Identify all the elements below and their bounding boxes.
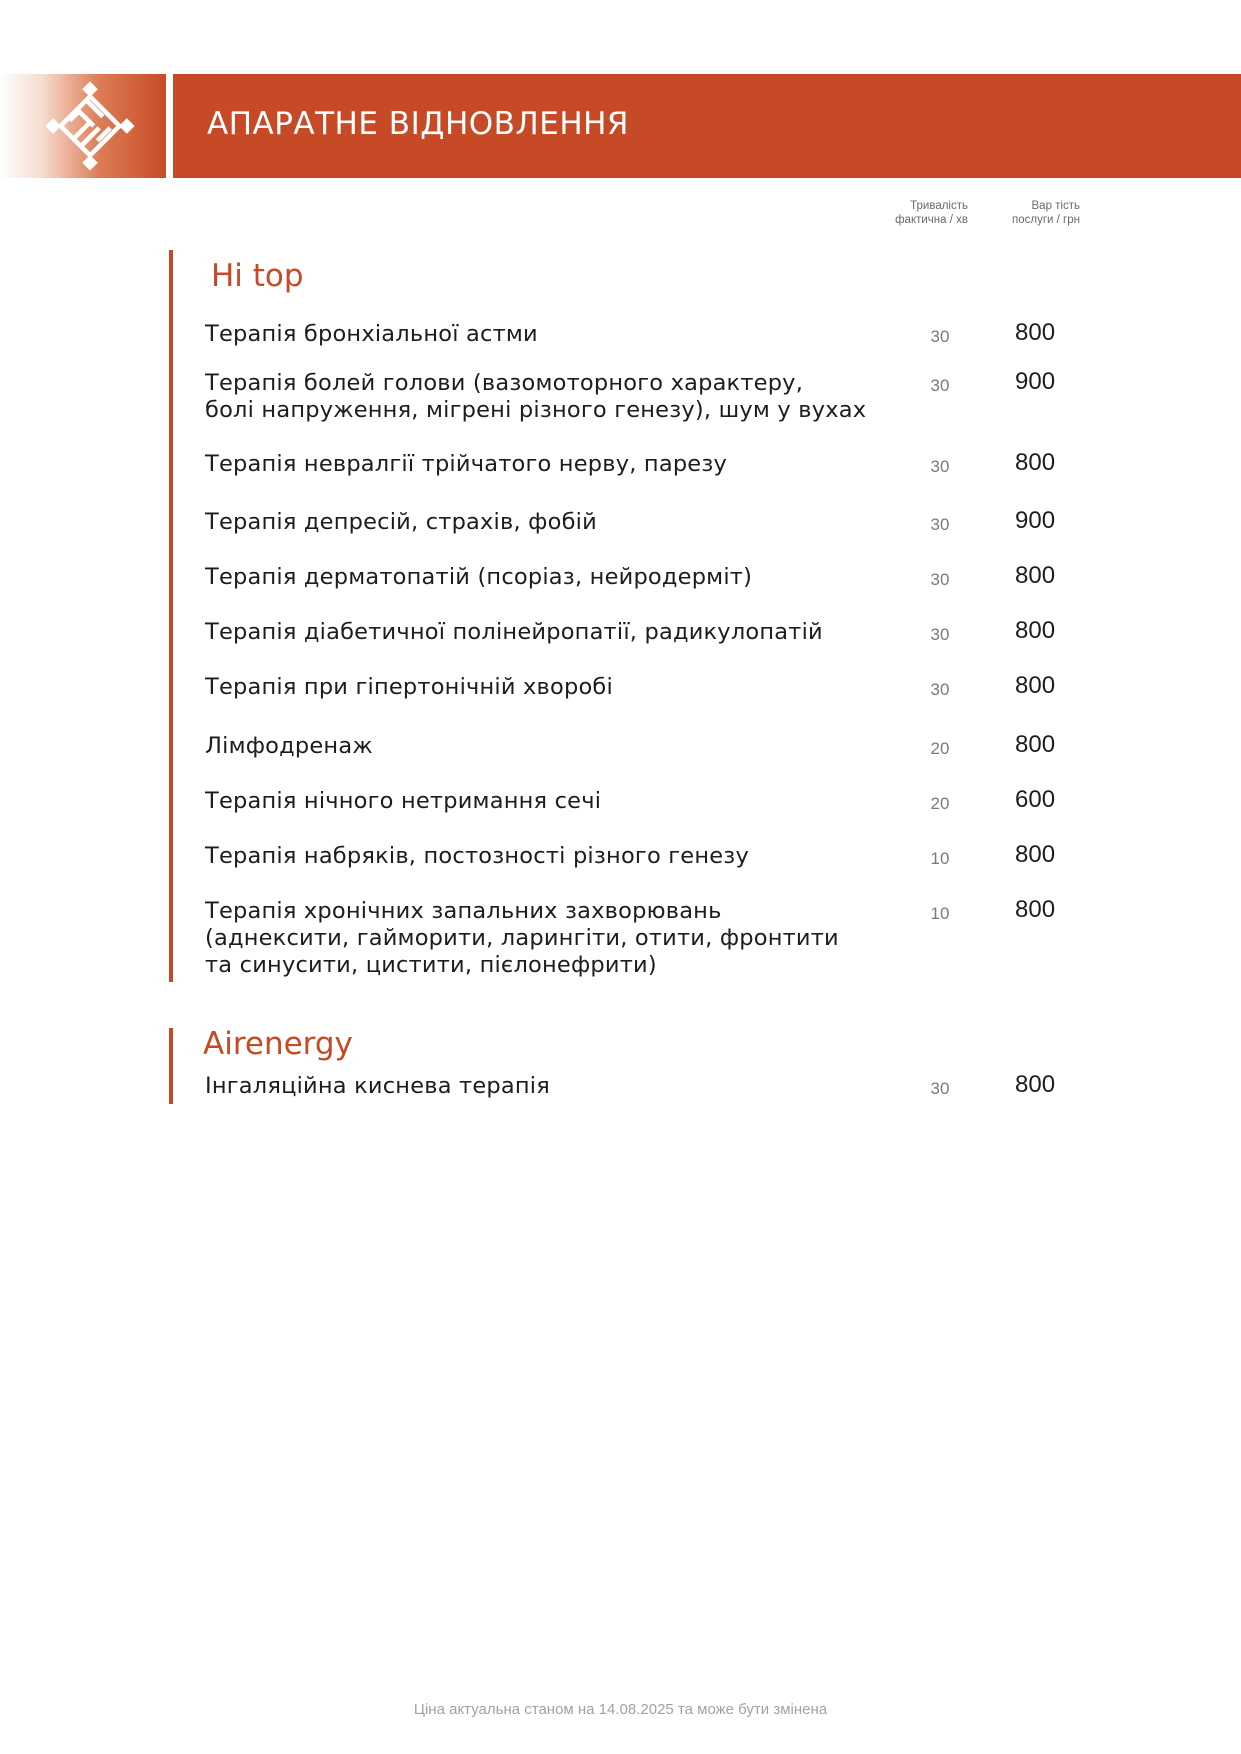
service-name: Терапія нічного нетримання сечі <box>205 788 602 814</box>
service-duration: 30 <box>930 515 950 534</box>
service-price: 800 <box>1015 1071 1056 1098</box>
service-price: 900 <box>1015 507 1056 534</box>
service-name: Терапія дерматопатій (псоріаз, нейродерміт) <box>205 564 753 590</box>
service-name: Терапія болей голови (вазомоторного характеру, болі напруження, мігрені різного генезу), шум у вухах <box>205 370 867 423</box>
service-name: Терапія набряків, постозності різного генезу <box>205 843 749 869</box>
service-name: Терапія хронічних запальних захворювань (аднексити, гайморити, ларингіти, отити, фронтити та синусити, цистити, пієлонефрити) <box>205 898 839 978</box>
section-title: Airenergy <box>203 1026 353 1062</box>
service-price: 900 <box>1015 368 1056 395</box>
service-duration: 20 <box>930 739 950 758</box>
service-duration: 30 <box>930 680 950 699</box>
service-duration: 30 <box>930 625 950 644</box>
service-price: 800 <box>1015 449 1056 476</box>
service-name: Терапія бронхіальної астми <box>205 321 538 347</box>
service-duration: 30 <box>930 1079 950 1098</box>
service-name: Терапія невралгії трійчатого нерву, парезу <box>205 451 728 477</box>
service-price: 800 <box>1015 562 1056 589</box>
service-name: Терапія при гіпертонічній хворобі <box>205 674 613 700</box>
service-price: 800 <box>1015 672 1056 699</box>
service-price: 600 <box>1015 786 1056 813</box>
section-accent-bar <box>169 1028 173 1104</box>
service-duration: 20 <box>930 794 950 813</box>
service-name: Терапія депресій, страхів, фобій <box>205 509 597 535</box>
service-name: Лімфодренаж <box>205 733 373 759</box>
section-title: Hi top <box>211 258 304 294</box>
service-price: 800 <box>1015 841 1056 868</box>
section-accent-bar <box>169 250 173 982</box>
service-duration: 10 <box>930 904 950 923</box>
duration-column-header: Тривалість фактична / хв <box>895 200 968 226</box>
service-price: 800 <box>1015 896 1056 923</box>
service-duration: 30 <box>930 570 950 589</box>
service-duration: 30 <box>930 327 950 346</box>
service-duration: 10 <box>930 849 950 868</box>
service-duration: 30 <box>930 457 950 476</box>
service-name: Терапія діабетичної полінейропатії, радикулопатій <box>205 619 823 645</box>
service-price: 800 <box>1015 319 1056 346</box>
price-column-header: Вар тість послуги / грн <box>1012 200 1080 226</box>
service-price: 800 <box>1015 731 1056 758</box>
price-disclaimer: Ціна актуальна станом на 14.08.2025 та може бути змінена <box>413 1701 828 1718</box>
service-duration: 30 <box>930 376 950 395</box>
page-title: АПАРАТНЕ ВІДНОВЛЕННЯ <box>207 106 629 142</box>
ornament-logo-icon <box>44 80 136 172</box>
service-name: Інгаляційна киснева терапія <box>205 1073 550 1099</box>
service-price: 800 <box>1015 617 1056 644</box>
